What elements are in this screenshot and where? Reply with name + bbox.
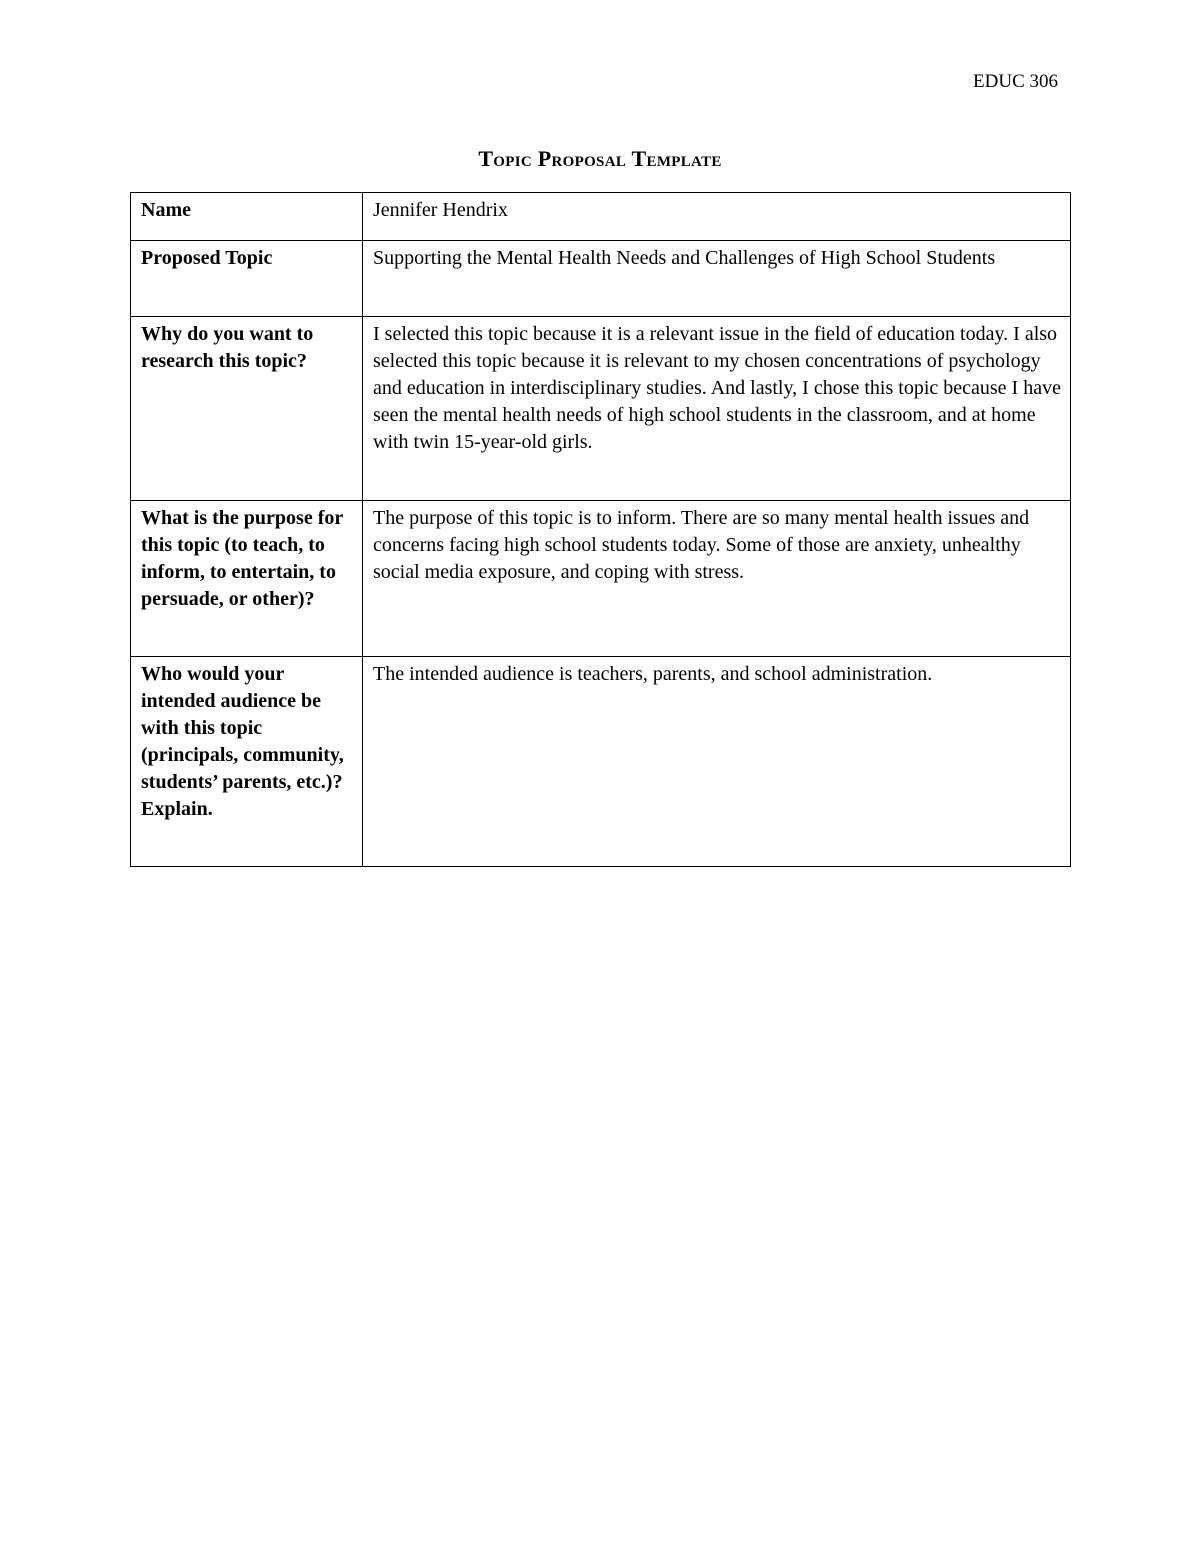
row-value-name: Jennifer Hendrix xyxy=(363,193,1071,241)
row-label-proposed-topic: Proposed Topic xyxy=(131,241,363,317)
table-row-purpose xyxy=(131,501,1071,657)
table-row-proposed-topic xyxy=(131,241,1071,317)
table-row-why-research xyxy=(131,317,1071,501)
row-value-proposed-topic: Supporting the Mental Health Needs and Challenges of High School Students xyxy=(363,241,1071,317)
table-row-audience xyxy=(131,657,1071,867)
row-label-name: Name xyxy=(131,193,363,241)
row-label-audience: Who would your intended audience be with this topic (principals, community, students’ parents, etc.)? Explain. xyxy=(131,657,363,867)
row-label-purpose: What is the purpose for this topic (to teach, to inform, to entertain, to persuade, or other)? xyxy=(131,501,363,657)
document-title: Topic Proposal Template xyxy=(478,146,722,171)
row-value-purpose: The purpose of this topic is to inform. There are so many mental health issues and concerns facing high school students today. Some of those are anxiety, unhealthy social media exposure, and coping with stress. xyxy=(363,501,1071,657)
course-code-header: EDUC 306 xyxy=(973,71,1058,92)
proposal-table xyxy=(130,192,1071,867)
row-value-why-research: I selected this topic because it is a relevant issue in the field of education today. I also selected this topic because it is relevant to my chosen concentrations of psychology and education in interdisciplinary studies. And lastly, I chose this topic because I have seen the mental health needs of high school students in the classroom, and at home with twin 15-year-old girls. xyxy=(363,317,1071,501)
row-label-why-research: Why do you want to research this topic? xyxy=(131,317,363,501)
row-value-audience: The intended audience is teachers, parents, and school administration. xyxy=(363,657,1071,867)
table-row-name xyxy=(131,193,1071,241)
